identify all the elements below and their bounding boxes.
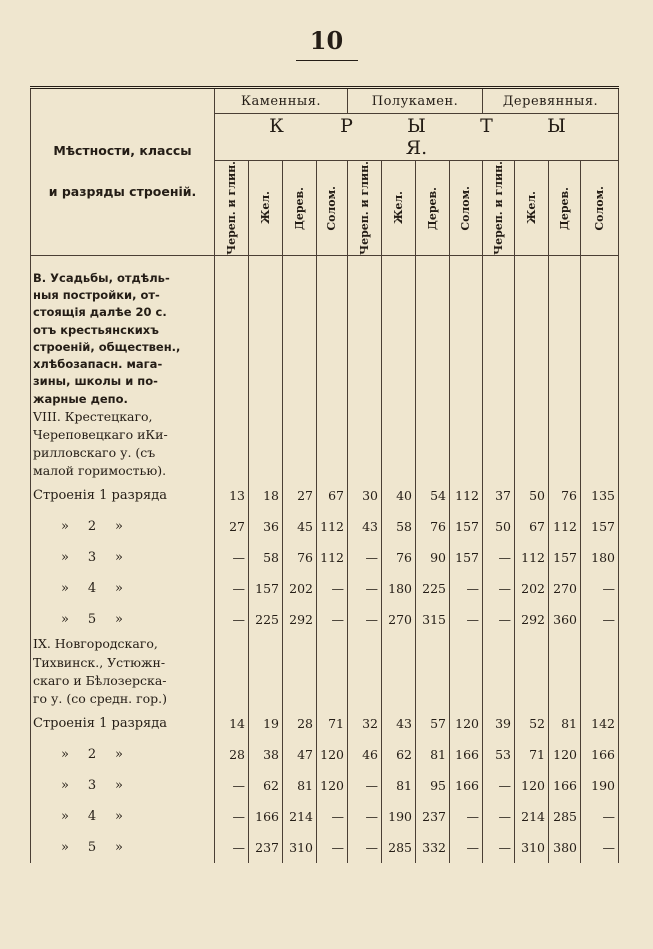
insurance-rates-table (30, 86, 619, 863)
table-cell: — (581, 832, 619, 863)
table-cell: 310 (283, 832, 317, 863)
subcol-header: Жел. (382, 161, 416, 256)
table-cell: 58 (382, 511, 416, 542)
table-cell: 95 (416, 770, 450, 801)
table-cell: — (317, 832, 348, 863)
table-cell: — (317, 573, 348, 604)
table-cell: 190 (581, 770, 619, 801)
table-cell: 67 (317, 480, 348, 511)
section-ix-label (31, 635, 215, 708)
table-cell: — (483, 770, 515, 801)
row-label: Строенія 1 разряда (31, 480, 215, 511)
table-cell: — (483, 604, 515, 635)
table-cell: — (348, 542, 382, 573)
table-cell: 32 (348, 708, 382, 739)
table-cell: 40 (382, 480, 416, 511)
table-cell: 180 (382, 573, 416, 604)
section-ix-row (31, 708, 619, 739)
table-cell: 28 (283, 708, 317, 739)
subcol-header: Солом. (317, 161, 348, 256)
table-cell: 157 (249, 573, 283, 604)
section-b-line: хлѣбозапасн. мага- (33, 357, 163, 372)
table-cell: 380 (549, 832, 581, 863)
subcol-header: Жел. (515, 161, 549, 256)
roofing-letter: Т (480, 115, 493, 137)
table-cell: 30 (348, 480, 382, 511)
table-cell: 81 (549, 708, 581, 739)
table-cell: 18 (249, 480, 283, 511)
table-cell: — (450, 832, 483, 863)
table-cell: 46 (348, 739, 382, 770)
table-cell: 112 (549, 511, 581, 542)
table-cell: 81 (416, 739, 450, 770)
row-label: » 2 » (31, 739, 215, 770)
table-cell: 43 (348, 511, 382, 542)
table-cell: 166 (581, 739, 619, 770)
table-cell: 157 (450, 511, 483, 542)
section-viii-line: Череповецкаго иКи- (33, 427, 168, 443)
table-cell: — (483, 542, 515, 573)
table-cell: — (581, 801, 619, 832)
table-cell: 120 (549, 739, 581, 770)
table-cell: — (317, 801, 348, 832)
row-label-line-2: и разряды строеній. (48, 183, 197, 199)
section-ix-line: Тихвинск., Устюжн- (33, 654, 166, 670)
table-cell: 292 (515, 604, 549, 635)
subcol-header: Дерев. (283, 161, 317, 256)
section-b-line: ныя постройки, от- (33, 288, 160, 303)
table-cell: 38 (249, 739, 283, 770)
table-cell: 202 (283, 573, 317, 604)
subcol-header: Солом. (450, 161, 483, 256)
table-cell: 37 (483, 480, 515, 511)
table-cell: — (215, 542, 249, 573)
table-cell: 76 (283, 542, 317, 573)
table-cell: 166 (249, 801, 283, 832)
row-label: » 5 » (31, 604, 215, 635)
table-cell: — (483, 573, 515, 604)
table-cell: 237 (249, 832, 283, 863)
table-cell: 43 (382, 708, 416, 739)
section-viii-line: VIII. Крестецкаго, (33, 408, 153, 424)
table-cell: 157 (581, 511, 619, 542)
section-b-label (31, 270, 215, 408)
section-b-line: стоящія далѣе 20 с. (33, 305, 167, 320)
roofing-letter: Р (340, 115, 353, 137)
section-ix-line: IX. Новгородскаго, (33, 636, 158, 652)
table-cell: 190 (382, 801, 416, 832)
table-cell: 67 (515, 511, 549, 542)
section-b-line: строеній, обществен., (33, 339, 181, 354)
section-ix-row (31, 635, 619, 708)
table-cell: — (317, 604, 348, 635)
section-b-line: жарные депо. (33, 391, 128, 406)
table-cell: 112 (317, 542, 348, 573)
table-cell: 28 (215, 739, 249, 770)
table-cell: 76 (382, 542, 416, 573)
table-cell: 166 (450, 770, 483, 801)
table-cell: 76 (416, 511, 450, 542)
row-label: Строенія 1 разряда (31, 708, 215, 739)
table-cell: 225 (416, 573, 450, 604)
table-cell: 50 (515, 480, 549, 511)
table-cell: 62 (382, 739, 416, 770)
table-cell: — (215, 573, 249, 604)
table-cell: 81 (382, 770, 416, 801)
table-cell: 237 (416, 801, 450, 832)
section-viii-line: малой горимостью). (33, 463, 167, 479)
section-b-line: зины, школы и по- (33, 374, 158, 389)
table-cell: 120 (317, 739, 348, 770)
table-cell: 76 (549, 480, 581, 511)
subcol-header: Дерев. (416, 161, 450, 256)
section-viii-row (31, 604, 619, 635)
table-cell: — (581, 573, 619, 604)
table-cell: 90 (416, 542, 450, 573)
table-cell: — (450, 801, 483, 832)
section-viii-row (31, 573, 619, 604)
table-cell: 71 (317, 708, 348, 739)
table-cell: 57 (416, 708, 450, 739)
roofing-letter: Ы (547, 115, 566, 137)
table-cell: — (450, 573, 483, 604)
table-cell: 120 (317, 770, 348, 801)
table-cell: — (450, 604, 483, 635)
table-cell: 120 (515, 770, 549, 801)
table-cell: 225 (249, 604, 283, 635)
spacer-row (31, 255, 619, 270)
table-cell: — (483, 832, 515, 863)
table-cell: 310 (515, 832, 549, 863)
table-cell: 166 (549, 770, 581, 801)
table-cell: 180 (581, 542, 619, 573)
table-cell: 135 (581, 480, 619, 511)
table-cell: 13 (215, 480, 249, 511)
section-ix-row (31, 832, 619, 863)
table-cell: 112 (450, 480, 483, 511)
table-cell: — (215, 604, 249, 635)
roofing-header (215, 114, 619, 161)
table-cell: 315 (416, 604, 450, 635)
section-viii-line: рилловскаго у. (съ (33, 445, 156, 461)
row-label: » 3 » (31, 542, 215, 573)
table-cell: 81 (283, 770, 317, 801)
subcol-header: Череп. и глин. (215, 161, 249, 256)
group-header-semi-stone: Полукамен. (348, 88, 483, 114)
group-header-stone: Каменныя. (215, 88, 348, 114)
table-cell: — (483, 801, 515, 832)
table-cell: — (215, 801, 249, 832)
table-cell: 120 (450, 708, 483, 739)
row-label: » 2 » (31, 511, 215, 542)
table-cell: 112 (317, 511, 348, 542)
table-cell: 27 (215, 511, 249, 542)
table-cell: 27 (283, 480, 317, 511)
section-ix-line: го у. (со средн. гор.) (33, 690, 168, 706)
table-cell: 202 (515, 573, 549, 604)
group-header-wooden: Деревянныя. (483, 88, 619, 114)
subcol-header: Солом. (581, 161, 619, 256)
table-cell: 285 (549, 801, 581, 832)
section-b-line: В. Усадьбы, отдѣль- (33, 270, 170, 285)
table-cell: — (581, 604, 619, 635)
section-b-row (31, 270, 619, 408)
section-ix-row (31, 801, 619, 832)
subcol-header: Череп. и глин. (483, 161, 515, 256)
subcol-header: Жел. (249, 161, 283, 256)
table-cell: 166 (450, 739, 483, 770)
table-cell: — (348, 770, 382, 801)
table-cell: 54 (416, 480, 450, 511)
rates-table-container (30, 86, 614, 880)
table-cell: 19 (249, 708, 283, 739)
table-cell: 14 (215, 708, 249, 739)
table-cell: 214 (515, 801, 549, 832)
table-cell: — (348, 604, 382, 635)
table-cell: — (348, 801, 382, 832)
table-header (31, 88, 619, 256)
section-viii-row (31, 542, 619, 573)
row-label: » 3 » (31, 770, 215, 801)
subcol-header: Череп. и глин. (348, 161, 382, 256)
table-body (31, 255, 619, 863)
row-label-line-1: Мѣстности, классы (53, 143, 192, 159)
table-cell: 157 (549, 542, 581, 573)
subcol-header: Дерев. (549, 161, 581, 256)
row-label: » 4 » (31, 801, 215, 832)
section-ix-row (31, 770, 619, 801)
table-cell: — (348, 832, 382, 863)
page-number: 10 (309, 26, 344, 55)
table-cell: 270 (382, 604, 416, 635)
roofing-letter: Я. (405, 137, 428, 159)
roofing-letter: К (269, 115, 284, 137)
table-cell: 71 (515, 739, 549, 770)
table-cell: 58 (249, 542, 283, 573)
table-cell: 142 (581, 708, 619, 739)
row-label-header (31, 88, 215, 256)
table-cell: 45 (283, 511, 317, 542)
section-ix-line: скаго и Бѣлозерска- (33, 672, 167, 688)
section-b-line: отъ крестьянскихъ (33, 322, 159, 337)
page-number-rule (296, 60, 358, 61)
section-viii-row (31, 511, 619, 542)
table-cell: 112 (515, 542, 549, 573)
table-cell: 39 (483, 708, 515, 739)
table-cell: 332 (416, 832, 450, 863)
section-viii-label (31, 408, 215, 481)
section-viii-row (31, 408, 619, 481)
table-cell: 285 (382, 832, 416, 863)
table-cell: 214 (283, 801, 317, 832)
table-cell: — (348, 573, 382, 604)
table-cell: 52 (515, 708, 549, 739)
table-cell: 36 (249, 511, 283, 542)
section-viii-row (31, 480, 619, 511)
table-cell: 360 (549, 604, 581, 635)
table-cell: 47 (283, 739, 317, 770)
table-cell: — (215, 770, 249, 801)
table-cell: 292 (283, 604, 317, 635)
roofing-letter: Ы (407, 115, 426, 137)
table-cell: — (215, 832, 249, 863)
row-label: » 4 » (31, 573, 215, 604)
table-cell: 270 (549, 573, 581, 604)
table-cell: 50 (483, 511, 515, 542)
section-ix-row (31, 739, 619, 770)
table-cell: 157 (450, 542, 483, 573)
table-cell: 53 (483, 739, 515, 770)
table-cell: 62 (249, 770, 283, 801)
row-label: » 5 » (31, 832, 215, 863)
